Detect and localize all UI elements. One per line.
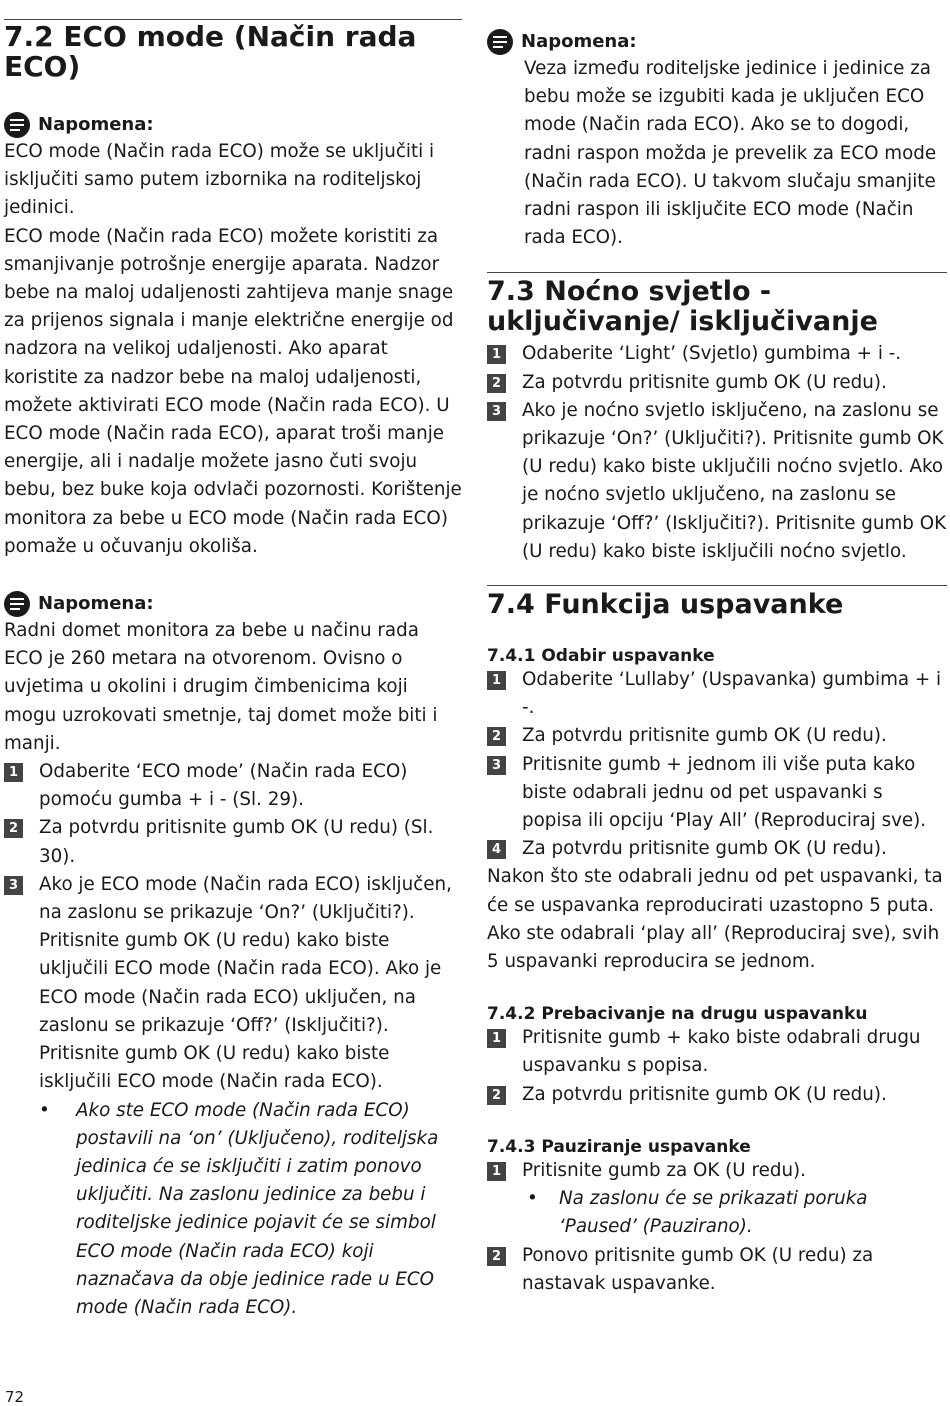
subsection-title-7-4-2: 7.4.2 Prebacivanje na drugu uspavanku: [487, 1004, 868, 1025]
step-number: 1: [487, 345, 506, 364]
step-text: Pritisnite gumb za OK (U redu).: [522, 1159, 806, 1181]
step-number: 3: [487, 402, 506, 421]
note-heading: [4, 112, 462, 138]
bullet-dot: •: [527, 1188, 538, 1210]
section-rule: [487, 585, 947, 586]
step-text: Za potvrdu pritisnite gumb OK (U redu) (Sl. 30).: [39, 817, 434, 867]
step-item: [4, 814, 462, 870]
step-item: [487, 722, 947, 750]
subsection-title-7-4-3: 7.4.3 Pauziranje uspavanke: [487, 1136, 751, 1157]
step-item: [4, 871, 462, 1097]
note-label: Napomena:: [38, 114, 154, 135]
step-text: Za potvrdu pritisnite gumb OK (U redu).: [522, 371, 887, 393]
step-number: 2: [4, 819, 23, 838]
bullet-dot: •: [39, 1099, 50, 1121]
step-item: [487, 1024, 947, 1080]
step-item: [487, 397, 947, 566]
section-title-7-2: 7.2 ECO mode (Način rada ECO): [4, 20, 417, 83]
step-number: 1: [4, 763, 23, 782]
subsection-title-7-4-1: 7.4.1 Odabir uspavanke: [487, 646, 715, 667]
step-item: [487, 1081, 947, 1109]
step-number: 2: [487, 727, 506, 746]
note-label: Napomena:: [521, 31, 637, 52]
section-title-7-3: 7.3 Noćno svjetlo - uključivanje/ isključivanje: [487, 276, 878, 338]
step-number: 1: [487, 1029, 506, 1048]
step-number: 3: [487, 756, 506, 775]
step-number: 2: [487, 1086, 506, 1105]
paragraph: ECO mode (Način rada ECO) možete koristiti za smanjivanje potrošnje energije aparata. Nadzor bebe na maloj udaljenosti zahtijeva manje snage za prijenos signala i manje električne energije od nadzora na velikoj udaljenosti. Ako aparat koristite za nadzor bebe na maloj udaljenosti, možete aktivirati ECO mode (Način rada ECO). U ECO mode (Način rada ECO), aparat troši manje energije, ali i nadalje možete jasno čuti svoju bebu, bez buke koja odvlači pozornosti. Korištenje monitora za bebe u ECO mode (Način rada ECO) pomaže u očuvanju okoliša.: [4, 225, 462, 557]
step-text: Za potvrdu pritisnite gumb OK (U redu).: [522, 838, 887, 860]
step-number: 1: [487, 671, 506, 690]
note-heading: [4, 591, 462, 617]
bullet-text: Ako ste ECO mode (Način rada ECO) postavili na ‘on’ (Uključeno), roditeljska jedinica će se isključiti i zatim ponovo uključiti. Na zaslonu jedinice za bebu i roditeljske jedinice pojavit će se simbol ECO mode (Način rada ECO) koji naznačava da obje jedinice rade u ECO mode (Način rada ECO).: [76, 1099, 439, 1318]
step-number: 3: [4, 876, 23, 895]
step-item: [487, 1242, 947, 1298]
bullet-item: [4, 1097, 462, 1323]
section-title-7-4: 7.4 Funkcija uspavanke: [487, 589, 844, 621]
page-number: 72: [5, 1388, 25, 1406]
step-number: 2: [487, 1247, 506, 1266]
step-text: Pritisnite gumb + jednom ili više puta kako biste odabrali jednu od pet uspavanki s popisa ili opciju ‘Play All’ (Reproduciraj sve).: [522, 753, 927, 832]
right-column: [487, 0, 947, 1298]
step-number: 1: [487, 1162, 506, 1181]
step-text: Pritisnite gumb + kako biste odabrali drugu uspavanku s popisa.: [522, 1027, 921, 1077]
note-text: Veza između roditeljske jedinice i jedinice za bebu može se izgubiti kada je uključen ECO mode (Način rada ECO). Ako se to dogodi, radni raspon možda je prevelik za ECO mode (Način rada ECO). U takvom slučaju smanjite radni raspon ili isključite ECO mode (Način rada ECO).: [524, 58, 937, 249]
paragraph: Nakon što ste odabrali jednu od pet uspavanki, ta će se uspavanka reproducirati uzastopno 5 puta. Ako ste odabrali ‘play all’ (Reproduciraj sve), svih 5 uspavanki reproducira se jednom.: [487, 866, 943, 973]
step-text: Za potvrdu pritisnite gumb OK (U redu).: [522, 1083, 887, 1105]
note-text: Radni domet monitora za bebe u načinu rada ECO je 260 metara na otvorenom. Ovisno o uvjetima u okolini i drugim čimbenicima koji mogu uzrokovati smetnje, taj domet može biti i manji.: [4, 620, 438, 754]
step-item: [487, 1157, 947, 1185]
note-icon: [4, 112, 30, 138]
note-text: ECO mode (Način rada ECO) može se uključiti i isključiti samo putem izbornika na roditeljskoj jedinici.: [4, 141, 435, 219]
step-number: 4: [487, 840, 506, 859]
note-icon: [4, 591, 30, 617]
step-item: [487, 369, 947, 397]
section-rule: [487, 272, 947, 273]
step-item: [487, 666, 947, 722]
note-icon: [487, 29, 513, 55]
step-text: Ako je noćno svjetlo isključeno, na zaslonu se prikazuje ‘On?’ (Uključiti?). Pritisnite gumb OK (U redu) kako biste uključili noćno svjetlo. Ako je noćno svjetlo uključeno, na zaslonu se prikazuje ‘Off?’ (Isključiti?). Pritisnite gumb OK (U redu) kako biste isključili noćno svjetlo.: [522, 399, 947, 562]
bullet-item: [487, 1185, 947, 1241]
step-text: Ako je ECO mode (Način rada ECO) isključen, na zaslonu se prikazuje ‘On?’ (Uključiti?). Pritisnite gumb OK (U redu) kako biste uključili ECO mode (Način rada ECO). Ako je ECO mode (Način rada ECO) uključen, na zaslonu se prikazuje ‘Off?’ (Isključiti?). Pritisnite gumb OK (U redu) kako biste isključili ECO mode (Način rada ECO).: [39, 873, 452, 1093]
step-number: 2: [487, 374, 506, 393]
step-text: Odaberite ‘Lullaby’ (Uspavanka) gumbima + i -.: [522, 669, 942, 719]
left-column: [4, 0, 462, 1322]
step-text: Odaberite ‘ECO mode’ (Način rada ECO) pomoću gumba + i - (Sl. 29).: [39, 761, 408, 811]
bullet-text: Na zaslonu će se prikazati poruka ‘Paused’ (Pauzirano).: [559, 1188, 868, 1238]
step-text: Odaberite ‘Light’ (Svjetlo) gumbima + i -.: [522, 343, 902, 365]
note-heading: [487, 29, 947, 55]
step-text: Za potvrdu pritisnite gumb OK (U redu).: [522, 725, 887, 747]
step-item: [4, 758, 462, 814]
step-text: Ponovo pritisnite gumb OK (U redu) za nastavak uspavanke.: [522, 1244, 874, 1294]
step-item: [487, 835, 947, 863]
step-item: [487, 751, 947, 836]
step-item: [487, 340, 947, 368]
note-label: Napomena:: [38, 593, 154, 615]
